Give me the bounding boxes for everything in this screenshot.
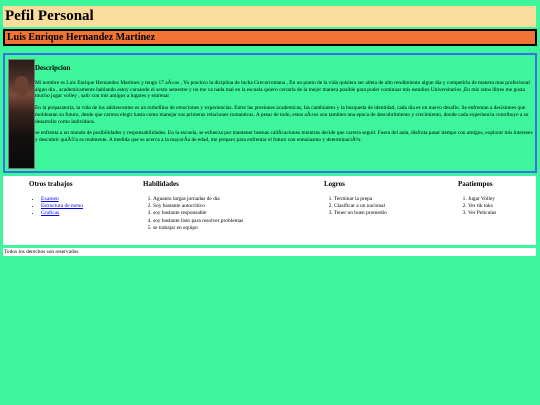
footer-text: Todos los derechos son reservados bbox=[4, 249, 79, 255]
logros-heading: Logros bbox=[324, 180, 345, 188]
list-item: 3. Ver Peliculas bbox=[468, 210, 496, 217]
examen-link[interactable]: Examen bbox=[41, 196, 59, 202]
pasatiempos-list bbox=[458, 196, 496, 218]
profile-photo-face bbox=[15, 76, 28, 96]
list-item: 1. Jugar Volley bbox=[468, 196, 496, 203]
logros-list bbox=[324, 196, 387, 218]
list-item: 2. Soy bastante autocritico bbox=[153, 203, 243, 210]
list-item: 5. se trabajar en equipo bbox=[153, 225, 243, 232]
description-text bbox=[35, 64, 533, 149]
page-title: Pefil Personal bbox=[5, 8, 94, 24]
info-sections bbox=[3, 176, 536, 245]
graficas-link[interactable]: Graficas bbox=[41, 210, 60, 217]
page-header bbox=[3, 6, 536, 27]
description-heading: Descripcion bbox=[35, 64, 71, 72]
description-paragraph: Mi nombre es Luis Enrique Hernandez Martinez y tengo 17 aÃ±os , Yo practico la diciplina de lucha Grecorromana , En un punto de la vida quisiera ser atleta de alto rendimiento algun dia y competirlo de manera mas profecional algun dia , academicamente hablando estoy cursando el sexto semestre y no me va nada mal en la escuela quiero cerrarla de la mejor manera posible para poder continuar mis estudios Universitarios ,En mis ratos libres me gusta mucho jugar volley , salir con mis amigos a lugares y entrenar bbox=[35, 80, 530, 100]
page-footer bbox=[3, 248, 536, 256]
pasatiempos-section bbox=[458, 180, 496, 218]
list-item: 2. Ver tik toks bbox=[468, 203, 496, 210]
person-name: Luis Enrique Hernandez Martinez bbox=[7, 32, 156, 43]
logros-section bbox=[324, 180, 387, 218]
list-item bbox=[41, 196, 83, 203]
habilidades-heading: Habilidades bbox=[143, 180, 179, 188]
list-item: 2. Clasificar a un nacional bbox=[334, 203, 387, 210]
otros-trabajos-section bbox=[29, 180, 83, 218]
list-item: 3. soy bastante responsable bbox=[153, 210, 243, 217]
list-item: 3. Tener un buen promedio bbox=[334, 210, 387, 217]
habilidades-section bbox=[143, 180, 243, 232]
name-banner bbox=[3, 29, 537, 46]
list-item: 4. soy bastante listo para resolver problemas bbox=[153, 218, 243, 225]
otros-trabajos-list bbox=[29, 196, 83, 218]
description-paragraph: se enfrenta a un mundo de posibilidades y responsabilidades. En la escuela, se esfuerza por mantener buenas calificaciones mientras decide que carrera seguir. Fuera del aula, disfruta pasar tiempo con amigos, explorar mis intereses y descubrir quiÃ©n es realmente. A medida que se acerca a la mayorÃa de edad, me preparo para enfrentar el futuro con entusiasmo y determinaciÃ³n. bbox=[35, 130, 533, 143]
pasatiempos-heading: Paatiempos bbox=[458, 180, 493, 188]
description-section bbox=[3, 53, 537, 173]
list-item: 1. Terminar la prepa bbox=[334, 196, 387, 203]
otros-trabajos-heading: Otros trabajos bbox=[29, 180, 73, 188]
profile-photo bbox=[8, 59, 35, 169]
list-item bbox=[41, 210, 83, 217]
habilidades-list bbox=[143, 196, 243, 232]
description-paragraph: En la preparatoria, la vida de los adolescentes es un torbellino de emociones y experiencias. Entre las presiones academicas, las cambiantes y la busqueda de identidad, cada dia es un nuevo desafio. Se enfrentan a decisiones que moldearan su futuro, desde que carrera elegir hasta como manejar sus primeras relaciones romanticas. A pesar de todo, estos aÃ±os son tambien una epoca de descubrimiento y crecimiento, donde cada experiencia contribuye a su desarrollo como individuos. bbox=[35, 105, 529, 125]
estructura-menu-link[interactable]: Estructura de menu bbox=[41, 203, 83, 210]
list-item: 1. Aguanto largas jornadas de dia bbox=[153, 196, 243, 203]
